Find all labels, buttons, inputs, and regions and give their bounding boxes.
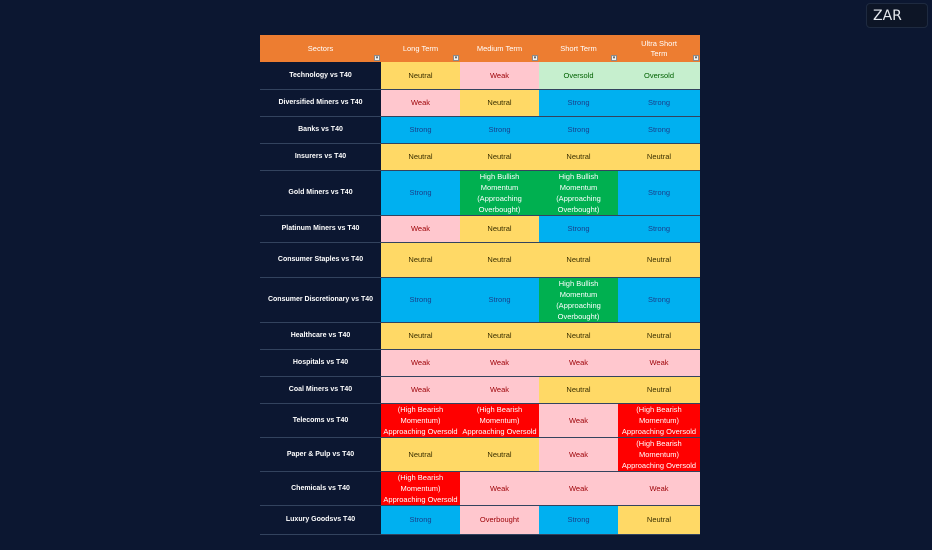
sector-name-cell[interactable]: Paper & Pulp vs T40	[260, 437, 381, 471]
signal-cell[interactable]: Weak	[618, 349, 700, 376]
table-row	[260, 143, 700, 170]
signal-cell[interactable]: Strong	[381, 170, 460, 215]
signal-cell[interactable]: Strong	[618, 215, 700, 242]
sector-name-cell[interactable]: Hospitals vs T40	[260, 349, 381, 376]
signal-cell[interactable]: Oversold	[618, 62, 700, 89]
table-row	[260, 437, 700, 471]
signal-cell[interactable]: Neutral	[460, 437, 539, 471]
sector-name-cell[interactable]: Coal Miners vs T40	[260, 376, 381, 403]
sector-name-cell[interactable]: Luxury Goodsvs T40	[260, 505, 381, 534]
signal-cell[interactable]: Neutral	[618, 322, 700, 349]
signal-cell[interactable]: Weak	[460, 376, 539, 403]
signal-cell[interactable]: Weak	[539, 471, 618, 505]
signal-cell[interactable]: (High Bearish Momentum) Approaching Oversold	[618, 437, 700, 471]
signal-cell[interactable]: (High Bearish Momentum) Approaching Oversold	[381, 471, 460, 505]
signal-cell[interactable]: Strong	[460, 277, 539, 322]
table-body	[260, 62, 700, 534]
signal-cell[interactable]: Strong	[539, 89, 618, 116]
signal-cell[interactable]: Weak	[460, 349, 539, 376]
table-row	[260, 116, 700, 143]
header-label: Short Term	[560, 43, 597, 53]
sector-name-cell[interactable]: Technology vs T40	[260, 62, 381, 89]
signal-cell[interactable]: High Bullish Momentum (Approaching Overbought)	[539, 277, 618, 322]
sector-name-cell[interactable]: Consumer Discretionary vs T40	[260, 277, 381, 322]
signal-cell[interactable]: Neutral	[460, 322, 539, 349]
signal-cell[interactable]: Weak	[381, 89, 460, 116]
sector-name-cell[interactable]: Insurers vs T40	[260, 143, 381, 170]
table-row	[260, 215, 700, 242]
table-row	[260, 62, 700, 89]
filter-dropdown-icon[interactable]: ▾	[694, 55, 698, 61]
signal-cell[interactable]: Strong	[539, 505, 618, 534]
signal-cell[interactable]: Neutral	[381, 322, 460, 349]
signal-cell[interactable]: (High Bearish Momentum) Approaching Oversold	[381, 403, 460, 437]
sector-name-cell[interactable]: Diversified Miners vs T40	[260, 89, 381, 116]
signal-cell[interactable]: Neutral	[618, 242, 700, 277]
table-row	[260, 277, 700, 322]
signal-cell[interactable]: Weak	[460, 62, 539, 89]
signal-cell[interactable]: Weak	[381, 215, 460, 242]
header-sectors	[260, 35, 381, 62]
symbol-search-box[interactable]: ZAR	[866, 3, 928, 28]
sector-name-cell[interactable]: Healthcare vs T40	[260, 322, 381, 349]
signal-cell[interactable]: High Bullish Momentum (Approaching Overbought)	[460, 170, 539, 215]
signal-cell[interactable]: Strong	[618, 89, 700, 116]
header-label: Medium Term	[476, 43, 523, 53]
header-short-term	[539, 35, 618, 62]
table-row	[260, 505, 700, 534]
sector-name-cell[interactable]: Platinum Miners vs T40	[260, 215, 381, 242]
filter-dropdown-icon[interactable]: ▾	[612, 55, 616, 61]
sector-momentum-table	[260, 35, 700, 535]
sector-name-cell[interactable]: Telecoms vs T40	[260, 403, 381, 437]
header-ultra-short-term	[618, 35, 700, 62]
signal-cell[interactable]: Neutral	[381, 242, 460, 277]
signal-cell[interactable]: Weak	[381, 376, 460, 403]
signal-cell[interactable]: Neutral	[460, 215, 539, 242]
filter-dropdown-icon[interactable]: ▾	[454, 55, 458, 61]
filter-dropdown-icon[interactable]: ▾	[375, 55, 379, 61]
signal-cell[interactable]: Strong	[618, 116, 700, 143]
table-row	[260, 170, 700, 215]
table-row	[260, 89, 700, 116]
signal-cell[interactable]: Neutral	[381, 62, 460, 89]
signal-cell[interactable]: Neutral	[460, 143, 539, 170]
table-row	[260, 349, 700, 376]
table-row	[260, 322, 700, 349]
signal-cell[interactable]: Neutral	[618, 143, 700, 170]
header-long-term	[381, 35, 460, 62]
signal-cell[interactable]: Neutral	[618, 376, 700, 403]
signal-cell[interactable]: Neutral	[460, 89, 539, 116]
signal-cell[interactable]: Overbought	[460, 505, 539, 534]
signal-cell[interactable]: Strong	[618, 170, 700, 215]
signal-cell[interactable]: Strong	[381, 505, 460, 534]
signal-cell[interactable]: Strong	[618, 277, 700, 322]
signal-cell[interactable]: High Bullish Momentum (Approaching Overbought)	[539, 170, 618, 215]
header-row	[260, 35, 700, 62]
sector-name-cell[interactable]: Chemicals vs T40	[260, 471, 381, 505]
table-row	[260, 403, 700, 437]
signal-cell[interactable]: Oversold	[539, 62, 618, 89]
sector-name-cell[interactable]: Banks vs T40	[260, 116, 381, 143]
signal-cell[interactable]: Weak	[618, 471, 700, 505]
table-row	[260, 471, 700, 505]
signal-cell[interactable]: Neutral	[539, 376, 618, 403]
signal-cell[interactable]: Weak	[381, 349, 460, 376]
signal-cell[interactable]: Weak	[460, 471, 539, 505]
signal-cell[interactable]: (High Bearish Momentum) Approaching Oversold	[460, 403, 539, 437]
signal-cell[interactable]: Weak	[539, 437, 618, 471]
header-label: Sectors	[307, 43, 334, 53]
signal-cell[interactable]: Weak	[539, 403, 618, 437]
header-label: Long Term	[402, 43, 439, 53]
signal-cell[interactable]: Strong	[460, 116, 539, 143]
signal-cell[interactable]: Weak	[539, 349, 618, 376]
signal-cell[interactable]: Strong	[539, 116, 618, 143]
filter-dropdown-icon[interactable]: ▾	[533, 55, 537, 61]
signal-cell[interactable]: (High Bearish Momentum) Approaching Oversold	[618, 403, 700, 437]
signal-cell[interactable]: Neutral	[381, 437, 460, 471]
sector-name-cell[interactable]: Consumer Staples vs T40	[260, 242, 381, 277]
signal-cell[interactable]: Strong	[539, 215, 618, 242]
header-medium-term	[460, 35, 539, 62]
table-row	[260, 242, 700, 277]
signal-cell[interactable]: Neutral	[618, 505, 700, 534]
header-label: Ultra Short Term	[641, 38, 677, 58]
signal-cell[interactable]: Neutral	[539, 242, 618, 277]
table-row	[260, 376, 700, 403]
sector-name-cell[interactable]: Gold Miners vs T40	[260, 170, 381, 215]
signal-cell[interactable]: Neutral	[539, 143, 618, 170]
signal-cell[interactable]: Neutral	[460, 242, 539, 277]
signal-cell[interactable]: Neutral	[539, 322, 618, 349]
signal-cell[interactable]: Strong	[381, 277, 460, 322]
signal-cell[interactable]: Strong	[381, 116, 460, 143]
signal-cell[interactable]: Neutral	[381, 143, 460, 170]
